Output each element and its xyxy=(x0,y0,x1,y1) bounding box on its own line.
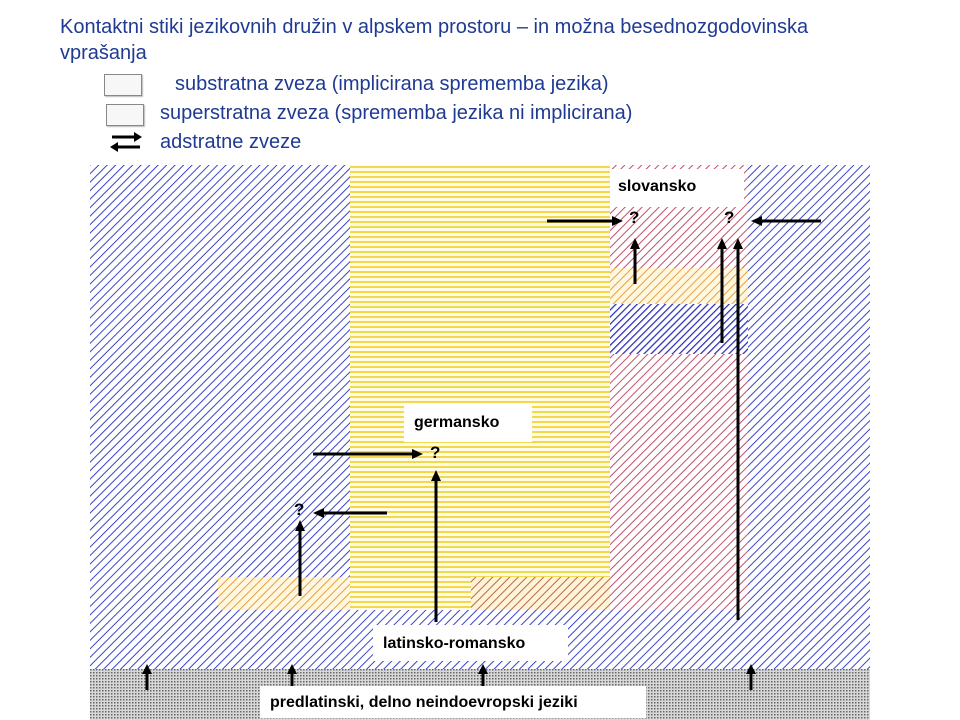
question-mark-germanic: ? xyxy=(430,443,441,462)
legend-superstrate-label: superstratna zveza (sprememba jezika ni implicirana) xyxy=(160,102,633,124)
slavic-area xyxy=(610,165,748,610)
question-mark-slavic-right: ? xyxy=(724,208,735,227)
diagram-title: Kontaktni stiki jezikovnih družin v alpskem prostoru – in možna besednozgodovinska vprašanja xyxy=(60,16,809,64)
label-latin-romance: latinsko-romansko xyxy=(373,625,568,661)
label-slavic: slovansko xyxy=(610,169,744,207)
question-mark-slavic-left: ? xyxy=(629,208,640,227)
legend-substrate-label: substratna zveza (implicirana sprememba jezika) xyxy=(175,73,609,95)
question-mark-left: ? xyxy=(294,500,305,519)
latin-romance-area xyxy=(350,165,610,610)
label-germanic: germansko xyxy=(404,404,532,442)
left-orange-band xyxy=(218,577,350,610)
slavic-orange-band xyxy=(610,268,748,304)
slavic-blue-band xyxy=(610,304,748,354)
label-prelatin: predlatinski, delno neindoevropski jeziki xyxy=(260,686,646,718)
legend-adstrate-label: adstratne zveze xyxy=(160,131,302,153)
latin-brown-band xyxy=(471,577,610,610)
